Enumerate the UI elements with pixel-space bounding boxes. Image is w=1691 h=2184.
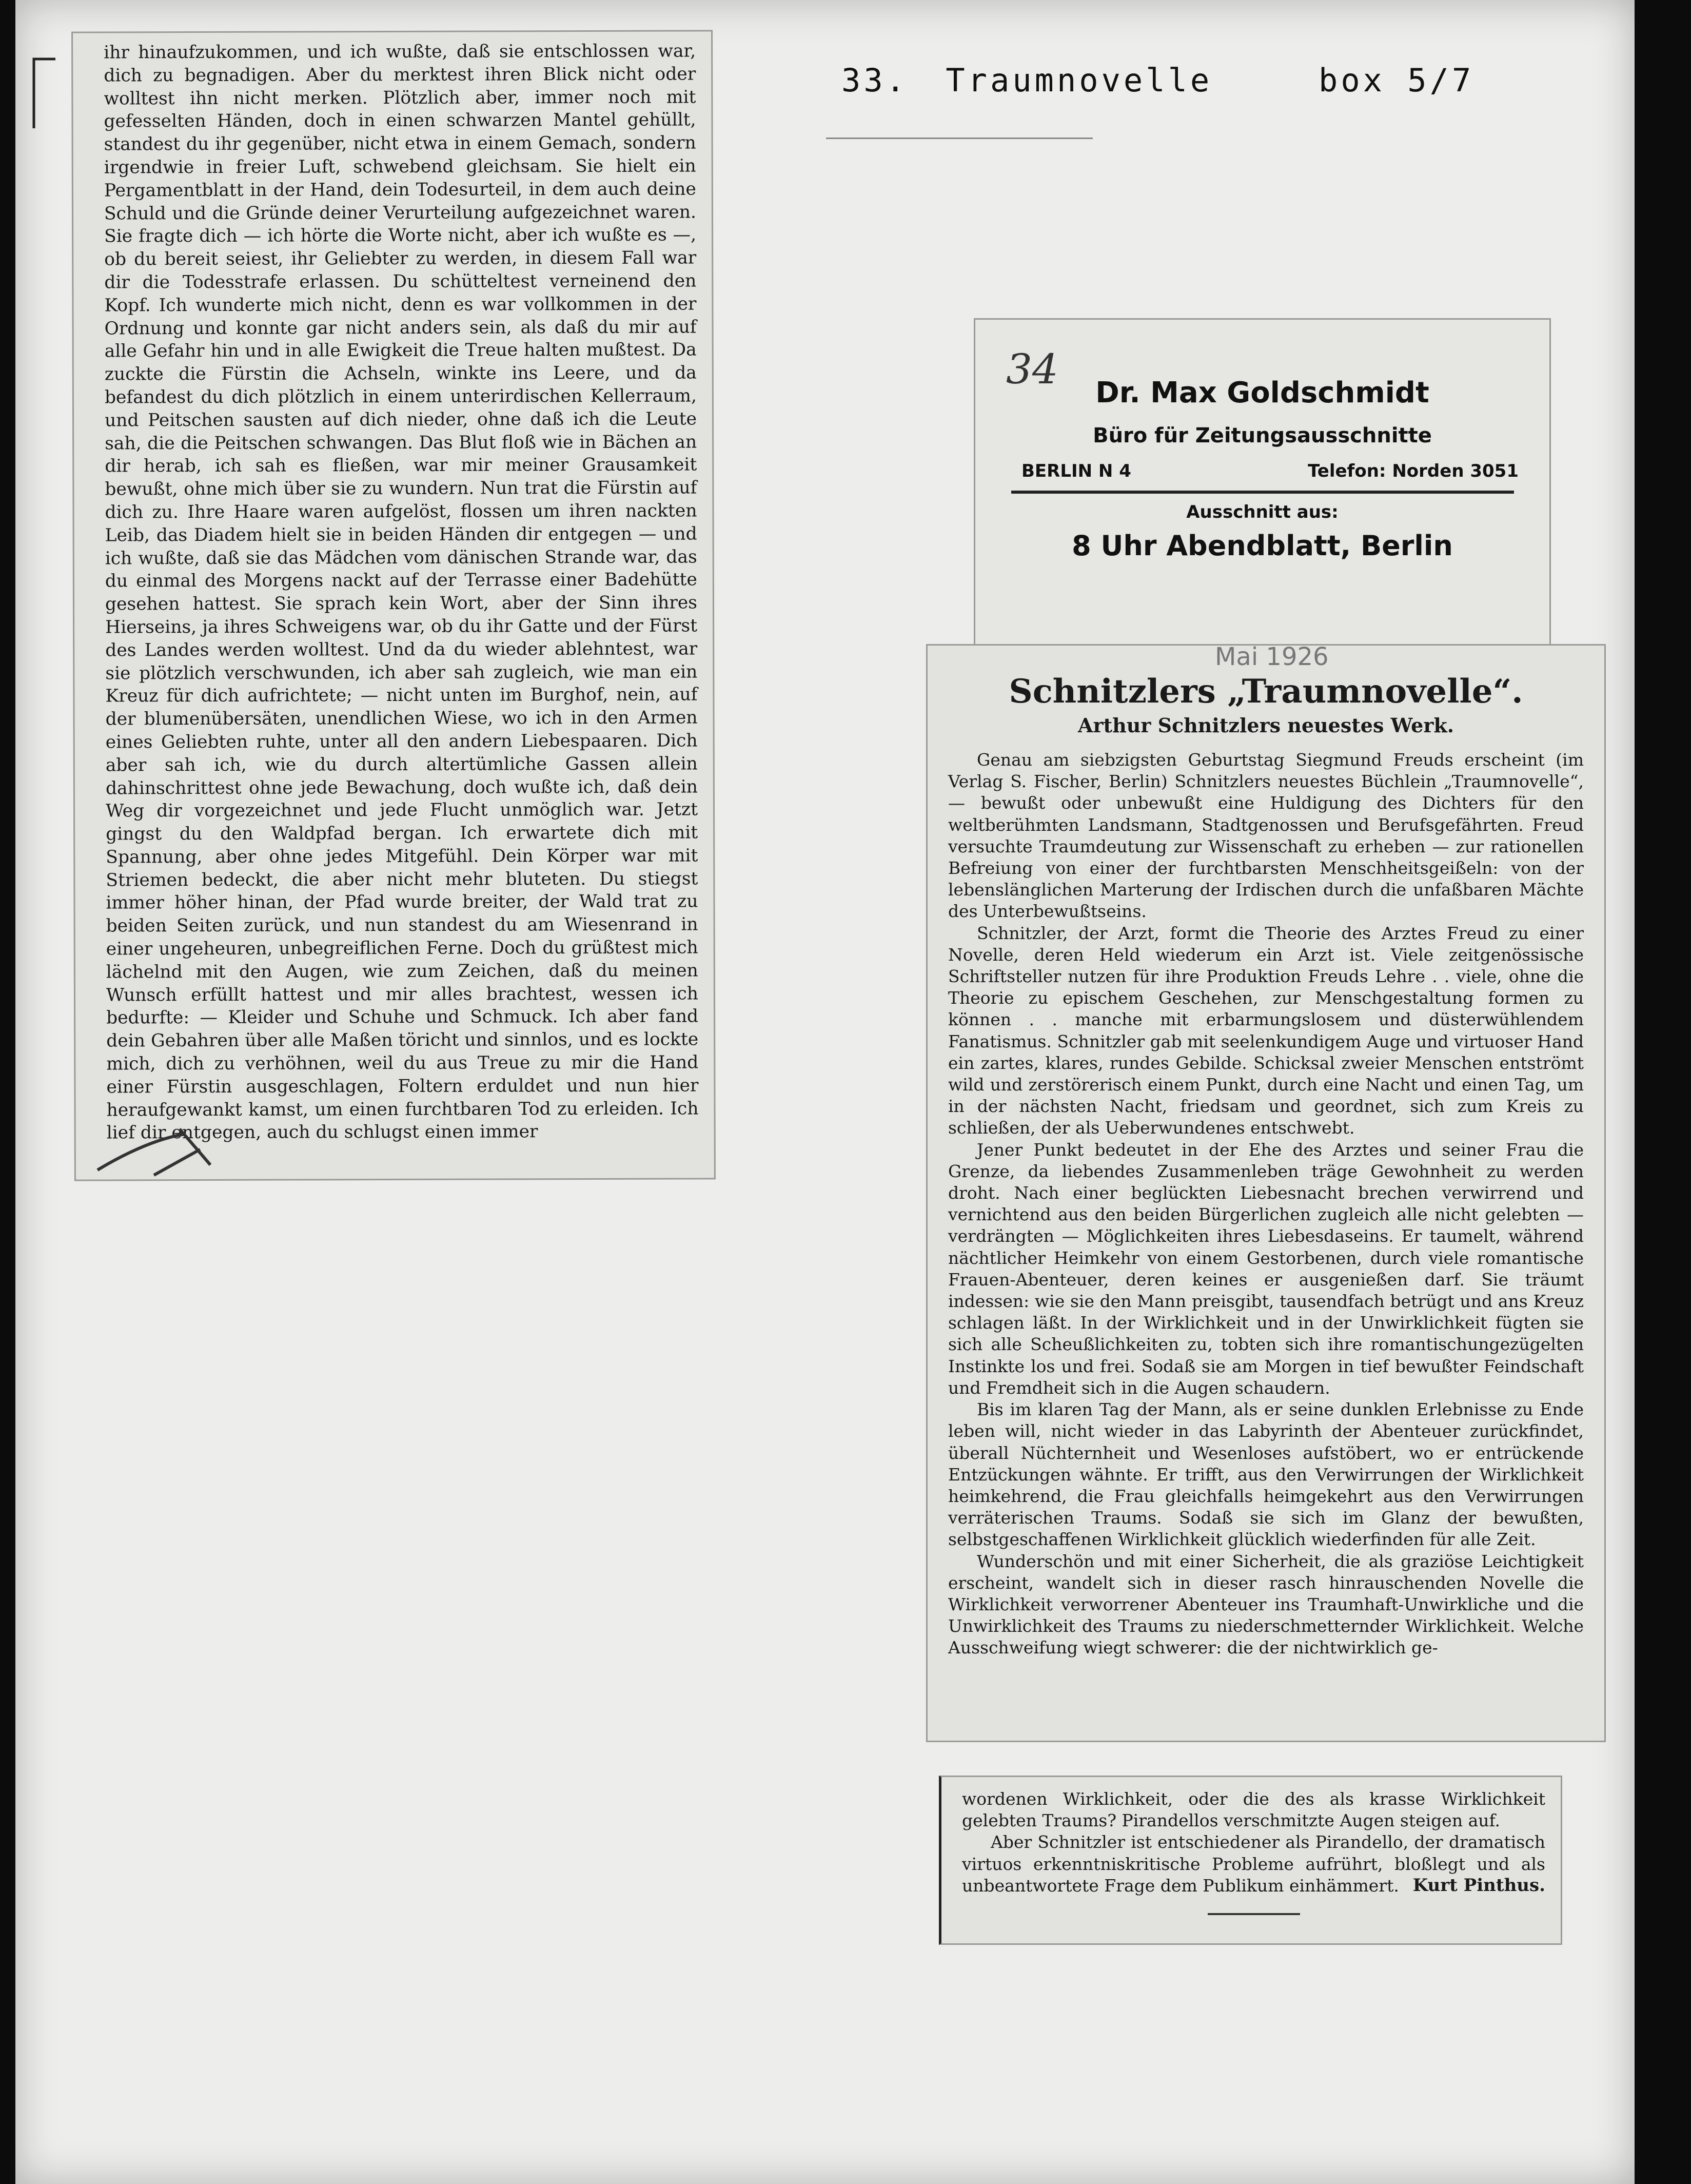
date-stamp: Mai 1926 xyxy=(1215,644,1329,671)
source-label: Ausschnitt aus: xyxy=(1186,502,1339,522)
article-paragraph: Wunderschön und mit einer Sicherheit, die als graziöse Leichtigkeit erscheint, wandelt sich in dieser rasch hinrauschenden Novelle die Wirklichkeit verworrener Abenteuer ins Traumhaft-Unwirkliche und die Unwirklichkeit des Traums zu niederschmetternder Wirklichkeit. Welche Ausschweifung wiegt schwerer: die der nichtwirklich ge- xyxy=(948,1551,1584,1658)
continuation-paragraph: Aber Schnitzler ist entschiedener als Pirandello, der dramatisch virtuos erkenntniskritische Probleme aufrührt, bloßlegt und als unbeantwortete Frage dem Publikum einhämmert. xyxy=(962,1832,1545,1896)
clipping-agency-stamp xyxy=(974,318,1551,647)
article-paragraph: Jener Punkt bedeutet in der Ehe des Arztes und seiner Frau die Grenze, da liebendes Zusammenleben träge Gewohnheit zu werden droht. Nach einer beglückten Liebesnacht brechen verwirrend und vernichtend aus den beiden Bürgerlichen zugleich alle nicht gelebten — verdrängten — Möglichkeiten ihres Liebesdaseins. Er taumelt, während nächtlicher Heimkehr von einem Gestorbenen, durch viele romantische Frauen-Abenteuer, deren keines er ausgenießen darf. Sie träumt indessen: wie sie den Mann preisgibt, tausendfach betrügt und ans Kreuz schlagen läßt. In der Wirklichkeit und in der Unwirklichkeit fügten sie sich alle Scheußlichkeiten zu, tobten sich ihre romantischungezügelten Instinkte los und frei. Sodaß sie am Morgen in tief bewußter Feindschaft und Fremdheit sich in die Augen schaudern. xyxy=(948,1139,1584,1398)
article-subheadline: Arthur Schnitzlers neuestes Werk. xyxy=(1078,714,1454,737)
agency-name: Dr. Max Goldschmidt xyxy=(1095,376,1429,410)
pencil-scribble xyxy=(92,1119,226,1185)
header-number: 33. xyxy=(841,62,908,99)
continuation-paragraph: wordenen Wirklichkeit, oder die des als krasse Wirklichkeit gelebten Traums? Pirandellos verschmitzte Augen steigen auf. xyxy=(962,1789,1545,1831)
corner-bracket-mark xyxy=(30,56,61,133)
novel-excerpt-text: ihr hinaufzukommen, und ich wußte, daß sie entschlossen war, dich zu begnadigen. Aber du merktest ihren Blick nicht oder wolltest ihn nicht merken. Plötzlich aber, immer noch mit gefesselten Händen, doch in einen schwarzen Mantel gehüllt, standest du ihr gegenüber, nicht etwa in einem Gemach, sondern irgendwie in freier Luft, schwebend gleichsam. Sie hielt ein Pergamentblatt in der Hand, dein Todesurteil, in dem auch deine Schuld und die Gründe deiner Verurteilung aufgezeichnet waren. Sie fragte dich — ich hörte die Worte nicht, aber ich wußte es —, ob du bereit seiest, ihr Geliebter zu werden, in diesem Fall war dir die Todesstrafe erlassen. Du schütteltest verneinend den Kopf. Ich wunderte mich nicht, denn es war vollkommen in der Ordnung und konnte gar nicht anders sein, als daß du mir auf alle Gefahr hin und in alle Ewigkeit die Treue halten mußtest. Da zuckte die Fürstin die Achseln, winkte ins Leere, und da befandest du dich plötzlich in einem unterirdischen Kellerraum, und Peitschen sausten auf dich nieder, ohne daß ich die Leute sah, die die Peitschen schwangen. Das Blut floß wie in Bächen an dir herab, ich sah es fließen, war mir meiner Grausamkeit bewußt, ohne mich über sie zu wundern. Nun trat die Fürstin auf dich zu. Ihre Haare waren aufgelöst, flossen um ihren nackten Leib, das Diadem hielt sie in beiden Händen dir entgegen — und ich wußte, daß sie das Mädchen vom dänischen Strande war, das du einmal des Morgens nackt auf der Terrasse einer Badehütte gesehen hattest. Sie sprach kein Wort, aber der Sinn ihres Hierseins, ja ihres Schweigens war, ob du ihr Gatte und der Fürst des Landes werden wolltest. Und da du wieder ablehntest, war sie plötzlich verschwunden, ich aber sah zugleich, wie man ein Kreuz für dich aufrichtete; — nicht unten im Burghof, nein, auf der blumenübersäten, unendlichen Wiese, wo ich in den Armen eines Geliebten ruhte, unter all den andern Liebespaaren. Dich aber sah ich, wie du durch altertümliche Gassen allein dahinschrittest ohne jede Bewachung, doch wußte ich, daß dein Weg dir vorgezeichnet und jede Flucht unmöglich war. Jetzt gingst du den Waldpfad bergan. Ich erwartete dich mit Spannung, aber ohne jedes Mitgefühl. Dein Körper war mit Striemen bedeckt, die aber nicht mehr bluteten. Du stiegst immer höher hinan, der Pfad wurde breiter, der Wald trat zu beiden Seiten zurück, und nun standest du am Wiesenrand in einer ungeheuren, unbegreiflichen Ferne. Doch du grüßtest mich lächelnd mit den Augen, wie zum Zeichen, daß du meinen Wunsch erfüllt hattest und mir alles brachtest, wessen ich bedurfte: — Kleider und Schuhe und Schmuck. Ich aber fand dein Gebahren über alle Maßen töricht und sinnlos, und es lockte mich, dich zu verhöhnen, weil du aus Treue zu mir die Hand einer Fürstin ausgeschlagen, Foltern erduldet und nun hier heraufgewankt kamst, um einen furchtbaren Tod zu erleiden. Ich lief dir entgegen, auch du schlugst einen immer xyxy=(104,41,699,1143)
article-paragraph: Genau am siebzigsten Geburtstag Siegmund Freuds erscheint (im Verlag S. Fischer, Berlin) Schnitzlers neuestes Büchlein „Traumnovelle“, — bewußt oder unbewußt eine Huldigung des Dichters für den weltberühmten Landsmann, Stadtgenossen und Berufsgefährten. Freud versuchte Traumdeutung zur Wissenschaft zu erheben — zur rationellen Befreiung von einer der furchtbarsten Menschheitsgeißeln: von der lebenslänglichen Marterung der Irdischen durch die unfaßbaren Mächte des Unterbewußtseins. xyxy=(948,750,1584,922)
novel-excerpt-clipping xyxy=(71,30,716,1181)
article-headline: Schnitzlers „Traumnovelle“. xyxy=(1009,672,1523,711)
source-name: 8 Uhr Abendblatt, Berlin xyxy=(1072,530,1453,562)
stamp-rule xyxy=(1011,491,1514,494)
header-rule xyxy=(826,138,1093,139)
archive-header xyxy=(841,62,1212,99)
article-paragraph: Schnitzler, der Arzt, formt die Theorie des Arztes Freud zu einer Novelle, deren Held wiederum ein Arzt ist. Viele zeitgenössische Schriftsteller nutzen für ihre Produktion Freuds Lehre . . viele, ohne die Theorie zu epischem Geschehen, zur Menschgestaltung formen zu können . . manche mit erbarmungslosem und düsterwühlendem Fanatismus. Schnitzler gab mit seelenkundigem Auge und virtuoser Hand ein zartes, klares, rundes Gebilde. Schicksal zweier Menschen entströmt wild und zerstörerisch einem Punkt, durch eine Nacht und einen Tag, um in der nächsten Nacht, friedsam und geordnet, sich zum Kreis zu schließen, der als Ueberwundenes entschwebt. xyxy=(948,923,1584,1138)
header-title: Traumnovelle xyxy=(946,62,1213,99)
review-article-clipping xyxy=(926,644,1606,1742)
archive-sheet xyxy=(15,0,1635,2184)
agency-subtitle: Büro für Zeitungsausschnitte xyxy=(1093,424,1432,447)
article-author: Kurt Pinthus. xyxy=(1412,1875,1545,1896)
end-rule xyxy=(1208,1913,1300,1915)
agency-phone: Telefon: Norden 3051 xyxy=(1308,461,1519,481)
header-box: box 5/7 xyxy=(1319,62,1474,99)
agency-city: BERLIN N 4 xyxy=(1021,461,1131,481)
article-paragraph: Bis im klaren Tag der Mann, als er seine dunklen Erlebnisse zu Ende leben will, nicht wieder in das Labyrinth der Abenteuer zurückfindet, überall Nüchternheit und Wesenloses aufstöbert, wo er entrückende Entzückungen wähnte. Er trifft, aus den Verwirrungen der Wirklichkeit heimkehrend, die Frau gleichfalls heimgekehrt aus den Verwirrungen verräterischen Traums. Sodaß sie sich im Glanz der bewußten, selbstgeschaffenen Wirklichkeit glücklich wiederfinden für alle Zeit. xyxy=(948,1399,1584,1550)
article-continuation-clipping xyxy=(939,1776,1562,1945)
handwritten-number: 34 xyxy=(1006,345,1058,393)
